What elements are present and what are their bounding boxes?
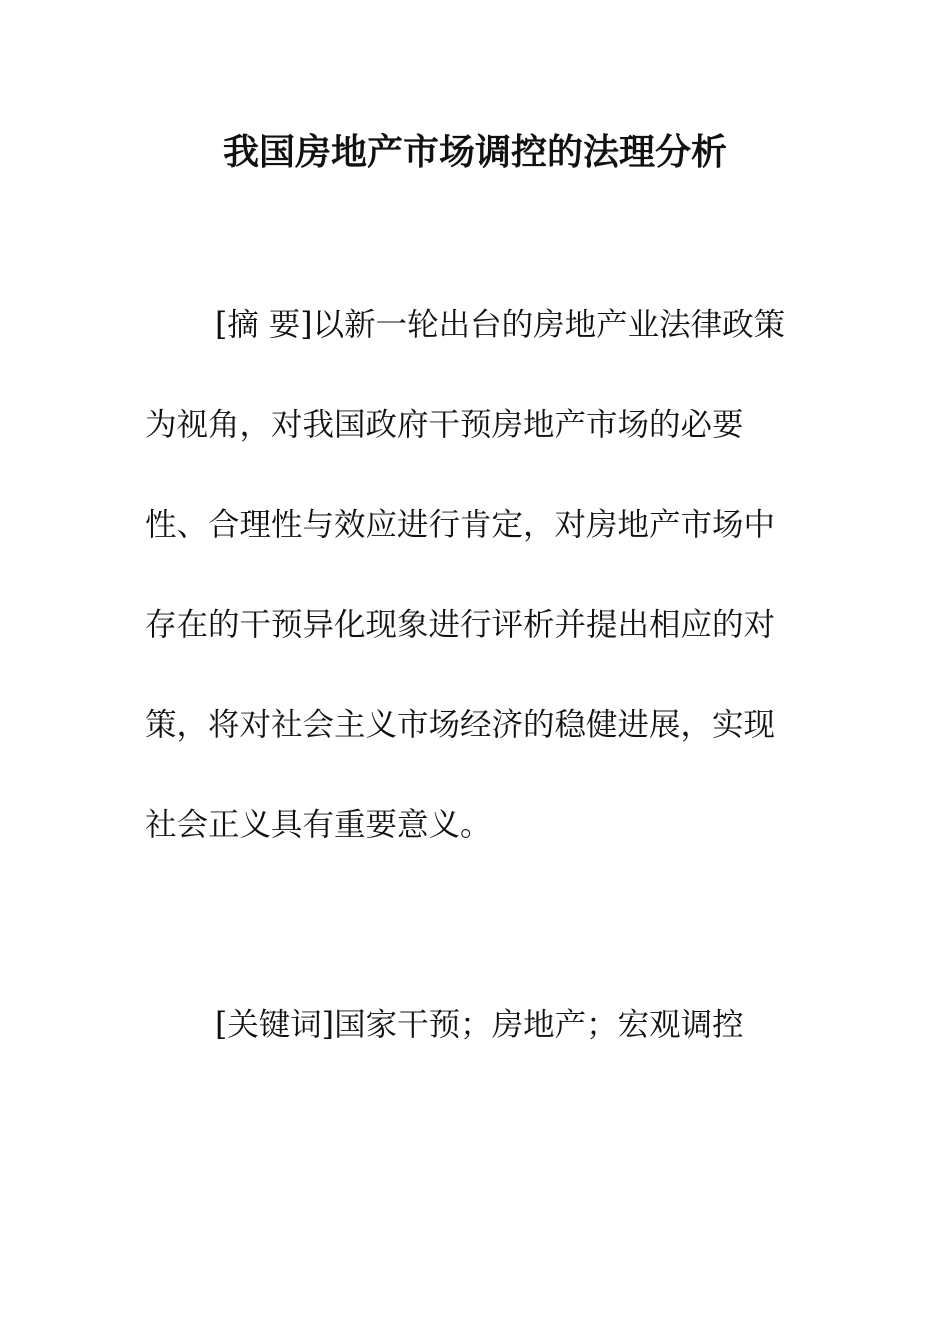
document-title: 我国房地产市场调控的法理分析 [222,132,727,173]
keywords-paragraph: [关键词]国家干预；房地产；宏观调控 [215,1007,744,1043]
keywords-section [145,975,805,1075]
abstract-section [145,275,805,875]
abstract-paragraph: [摘 要]以新一轮出台的房地产业法律政策为视角，对我国政府干预房地产市场的必要性、合理性与效应进行肯定，对房地产市场中存在的干预异化现象进行评析并提出相应的对策，将对社会主义市场经济的稳健进展，实现社会正义具有重要意义。 [145,307,786,843]
